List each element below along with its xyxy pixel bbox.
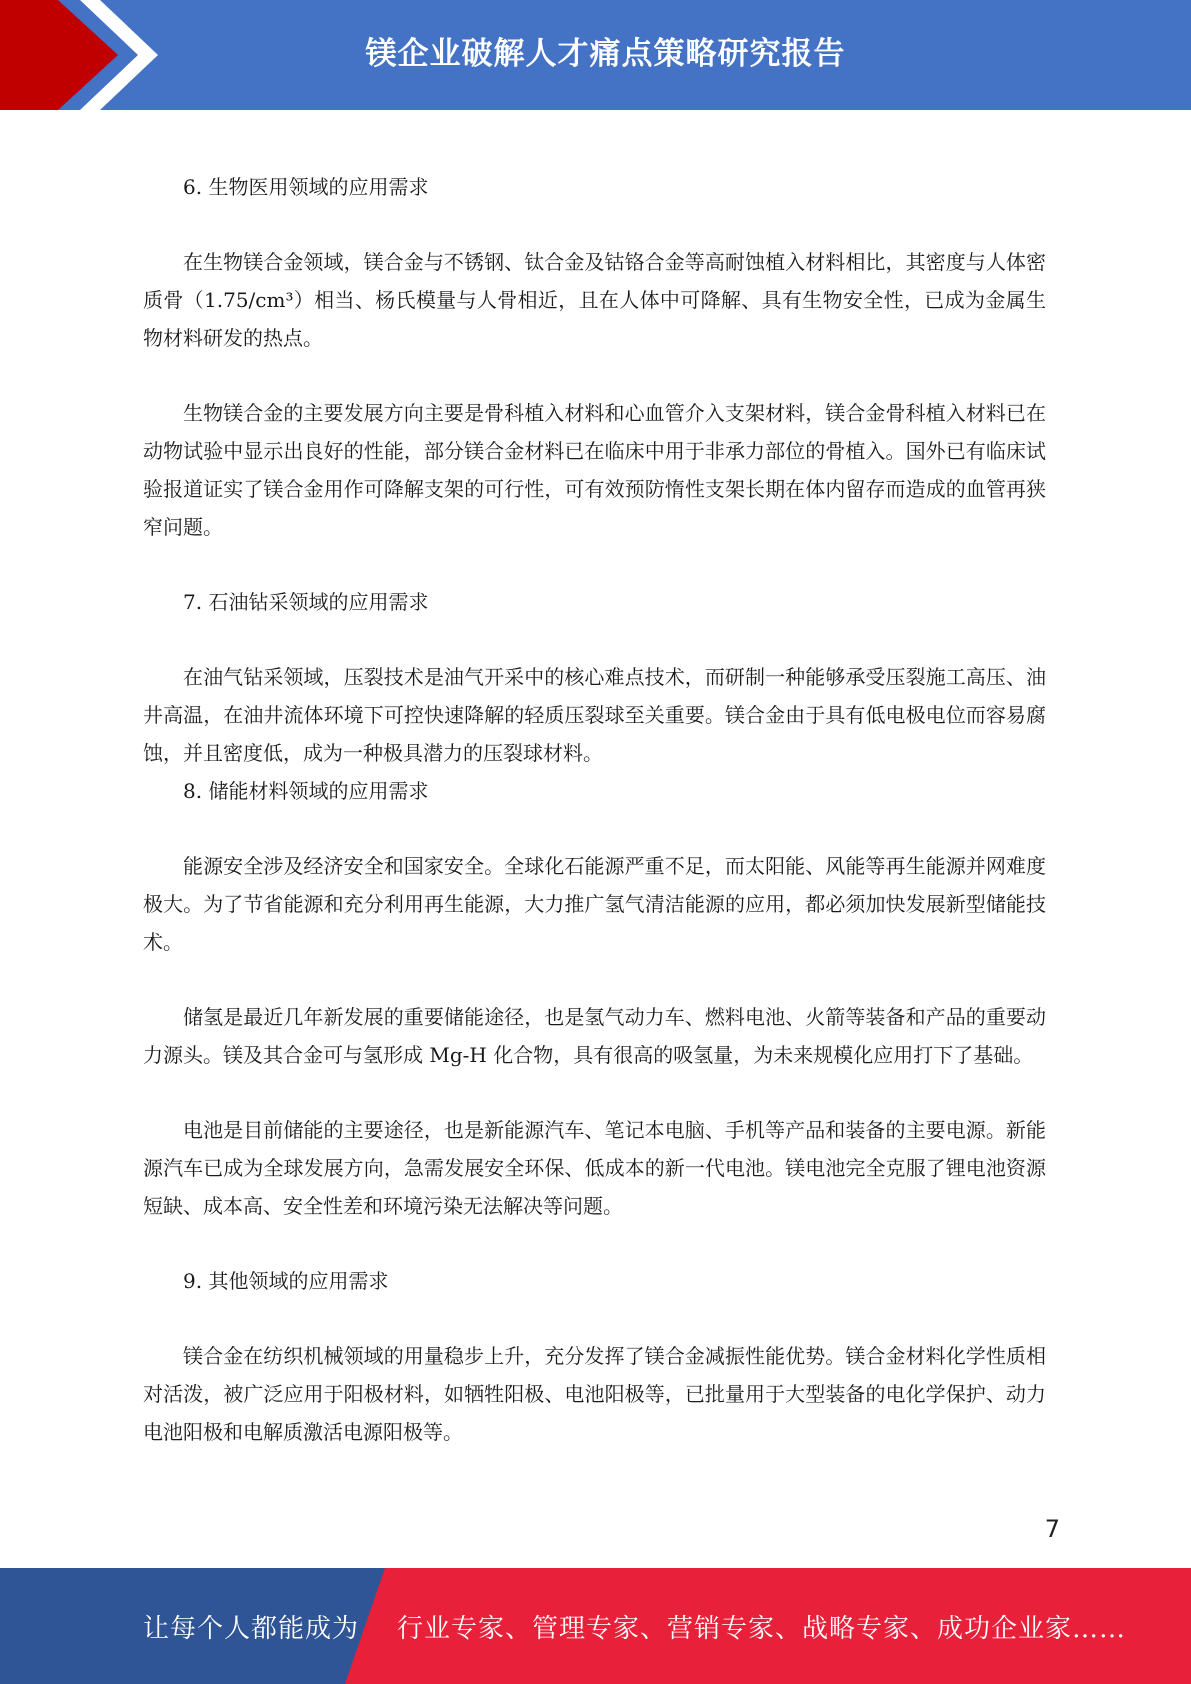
paragraph: 能源安全涉及经济安全和国家安全。全球化石能源严重不足，而太阳能、风能等再生能源并网难度极大。为了节省能源和充分利用再生能源，大力推广氢气清洁能源的应用，都必须加快发展新型储能技术。: [143, 854, 1046, 954]
paragraph: 生物镁合金的主要发展方向主要是骨科植入材料和心血管介入支架材料，镁合金骨科植入材料已在动物试验中显示出良好的性能，部分镁合金材料已在临床中用于非承力部位的骨植入。国外已有临床试验报道证实了镁合金用作可降解支架的可行性，可有效预防惰性支架长期在体内留存而造成的血管再狭窄问题。: [143, 401, 1046, 539]
header-title: 镁企业破解人才痛点策略研究报告: [365, 35, 846, 72]
paragraph: 在生物镁合金领域，镁合金与不锈钢、钛合金及钴铬合金等高耐蚀植入材料相比，其密度与人体密质骨（1.75/cm³）相当、杨氏模量与人骨相近，且在人体中可降解、具有生物安全性，已成为金属生物材料研发的热点。: [143, 250, 1046, 350]
document-body: [143, 168, 1046, 1451]
footer-slogan-left: 让每个人都能成为: [143, 1613, 360, 1644]
section-heading: 6. 生物医用领域的应用需求: [183, 175, 429, 199]
paragraph: 电池是目前储能的主要途径，也是新能源汽车、笔记本电脑、手机等产品和装备的主要电源。新能源汽车已成为全球发展方向，急需发展安全环保、低成本的新一代电池。镁电池完全克服了锂电池资源短缺、成本高、安全性差和环境污染无法解决等问题。: [143, 1118, 1046, 1218]
paragraph: 储氢是最近几年新发展的重要储能途径，也是氢气动力车、燃料电池、火箭等装备和产品的重要动力源头。镁及其合金可与氢形成 Mg-H 化合物，具有很高的吸氢量，为未来规模化应用打下了基础。: [143, 1005, 1046, 1067]
section-heading: 9. 其他领域的应用需求: [183, 1269, 389, 1293]
footer-slogan-right: 行业专家、管理专家、营销专家、战略专家、成功企业家……: [397, 1613, 1127, 1644]
page-number: 7: [1044, 1515, 1060, 1543]
paragraph: 镁合金在纺织机械领域的用量稳步上升，充分发挥了镁合金减振性能优势。镁合金材料化学性质相对活泼，被广泛应用于阳极材料，如牺牲阳极、电池阳极等，已批量用于大型装备的电化学保护、动力电池阳极和电解质激活电源阳极等。: [143, 1344, 1046, 1444]
page-footer: [0, 1568, 1191, 1684]
section-heading: 7. 石油钻采领域的应用需求: [183, 590, 429, 614]
paragraph: 在油气钻采领域，压裂技术是油气开采中的核心难点技术，而研制一种能够承受压裂施工高压、油井高温，在油井流体环境下可控快速降解的轻质压裂球至关重要。镁合金由于具有低电极电位而容易腐蚀，并且密度低，成为一种极具潜力的压裂球材料。: [143, 665, 1046, 765]
section-heading: 8. 储能材料领域的应用需求: [183, 779, 429, 803]
page-header: [0, 0, 1191, 110]
